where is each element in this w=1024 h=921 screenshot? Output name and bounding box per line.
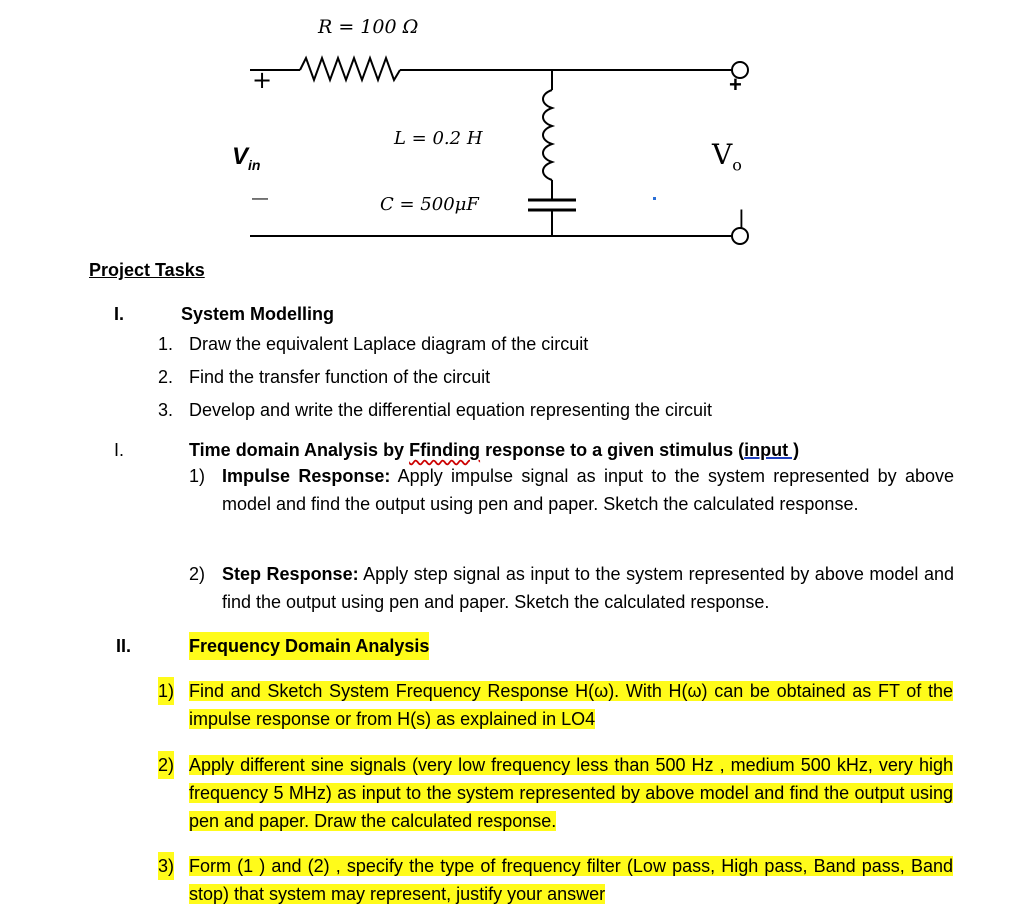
section3-numeral: II. bbox=[116, 636, 132, 656]
section3-item1-text: Find and Sketch System Frequency Response H(ω). With H(ω) can be obtained as FT of the impulse response or from H(s) as explained in LO4 bbox=[189, 681, 953, 729]
output-plus-sign: + bbox=[729, 72, 742, 97]
section2-item2-text: Step Response: Apply step signal as input to the system represented by above model and find the output using pen and paper. Sketch the calculated response. bbox=[222, 564, 955, 612]
section3-item3-text: Form (1 ) and (2) , specify the type of frequency filter (Low pass, High pass, Band pass, Band stop) that system may represent, justify your answer bbox=[189, 856, 953, 904]
section3-item2-text: Apply different sine signals (very low frequency less than 500 Hz , medium 500 kHz, very high frequency 5 MHz) as input to the system represented by above model and find the output using pen and paper. Draw the calculated response. bbox=[189, 755, 953, 831]
section3-title: Frequency Domain Analysis bbox=[189, 632, 429, 660]
section1-item3-num: 3. bbox=[158, 400, 174, 420]
inductor-symbol bbox=[543, 90, 552, 180]
resistor-symbol bbox=[300, 58, 400, 80]
input-minus-sign: — bbox=[252, 190, 268, 207]
section1-item2-num: 2. bbox=[158, 367, 174, 387]
section1-numeral: I. bbox=[114, 304, 125, 324]
section3-item1-num: 1) bbox=[158, 677, 174, 705]
section1-item3-text: Develop and write the differential equation representing the circuit bbox=[189, 400, 712, 420]
input-plus-sign: + bbox=[252, 66, 273, 94]
output-minus-sign: — bbox=[732, 209, 753, 228]
section3-item2-num: 2) bbox=[158, 751, 174, 779]
circuit-diagram bbox=[0, 0, 1024, 250]
section2-item1-num: 1) bbox=[189, 466, 206, 486]
capacitor-label: C = 500μF bbox=[380, 194, 479, 215]
stray-dot bbox=[653, 197, 656, 200]
section1-item1-num: 1. bbox=[158, 334, 174, 354]
section2-item1-text: Impulse Response: Apply impulse signal as input to the system represented by above model and find the output using pen and paper. Sketch the calculated response. bbox=[222, 466, 954, 514]
inductor-label: L = 0.2 H bbox=[394, 128, 483, 149]
section2-numeral: I. bbox=[114, 440, 125, 460]
section1-item2-text: Find the transfer function of the circuit bbox=[189, 367, 491, 387]
project-tasks-heading: Project Tasks bbox=[89, 260, 205, 280]
section2-item2-num: 2) bbox=[189, 564, 206, 584]
output-terminal-bottom bbox=[732, 228, 748, 244]
section3-item3-num: 3) bbox=[158, 852, 174, 880]
section1-item1-text: Draw the equivalent Laplace diagram of the circuit bbox=[189, 334, 589, 354]
vo-label: $V_o$ bbox=[712, 138, 742, 175]
resistor-label: R = 100 Ω bbox=[318, 16, 419, 38]
spelling-error: Ffinding bbox=[409, 440, 481, 460]
vin-label: $V_{in}$ bbox=[232, 143, 261, 173]
section2-title: Time domain Analysis by Ffinding response to a given stimulus (input ) bbox=[189, 440, 800, 460]
section1-title: System Modelling bbox=[181, 304, 335, 324]
